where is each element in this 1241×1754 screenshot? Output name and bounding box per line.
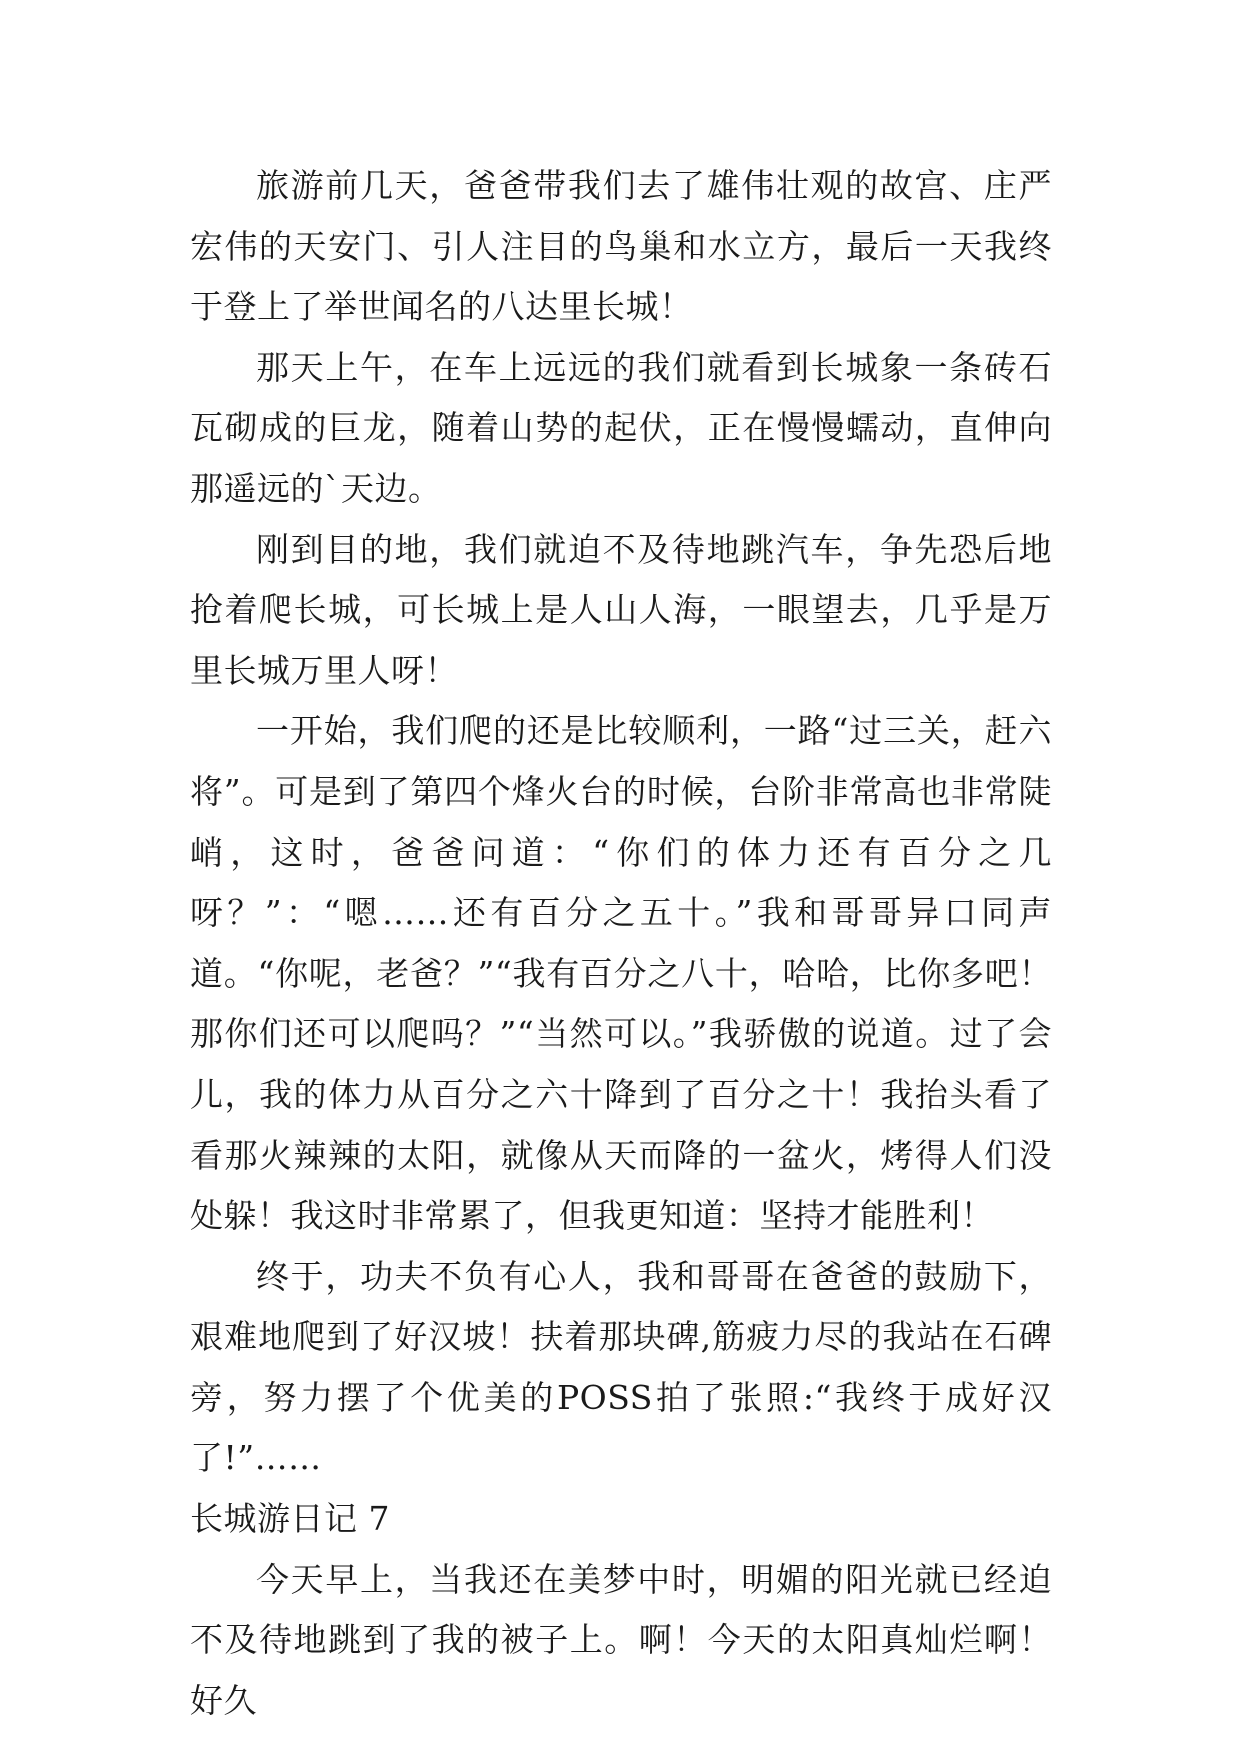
paragraph-5: 终于，功夫不负有心人，我和哥哥在爸爸的鼓励下，艰难地爬到了好汉坡！扶着那块碑,筋疲力尽的我站在石碑旁，努力摆了个优美的POSS拍了张照:“我终于成好汉了!”…… xyxy=(190,1256,1052,1478)
paragraph-4: 一开始，我们爬的还是比较顺利，一路“过三关，赶六将”。可是到了第四个烽火台的时候，台阶非常高也非常陡峭，这时，爸爸问道：“你们的体力还有百分之几呀？”：“嗯……还有百分之五十。”我和哥哥异口同声道。“你呢，老爸？”“我有百分之八十，哈哈，比你多吧！那你们还可以爬吗？”“当然可以。”我骄傲的说道。过了会儿，我的体力从百分之六十降到了百分之十！我抬头看了看那火辣辣的太阳，就像从天而降的一盆火，烤得人们没处躲！我这时非常累了，但我更知道：坚持才能胜利！ xyxy=(190,711,1052,1236)
document-page xyxy=(190,156,1052,1731)
paragraph-6: 今天早上，当我还在美梦中时，明媚的阳光就已经迫不及待地跳到了我的被子上。啊！今天的太阳真灿烂啊！好久 xyxy=(190,1559,1052,1720)
paragraph-2: 那天上午，在车上远远的我们就看到长城象一条砖石瓦砌成的巨龙，随着山势的起伏，正在慢慢蠕动，直伸向那遥远的`天边。 xyxy=(190,347,1052,508)
diary-heading: 长城游日记 7 xyxy=(190,1499,390,1539)
paragraph-3: 刚到目的地，我们就迫不及待地跳汽车，争先恐后地抢着爬长城，可长城上是人山人海，一眼望去，几乎是万里长城万里人呀！ xyxy=(190,529,1052,690)
paragraph-1: 旅游前几天，爸爸带我们去了雄伟壮观的故宫、庄严宏伟的天安门、引人注目的鸟巢和水立方，最后一天我终于登上了举世闻名的八达里长城！ xyxy=(190,166,1052,327)
